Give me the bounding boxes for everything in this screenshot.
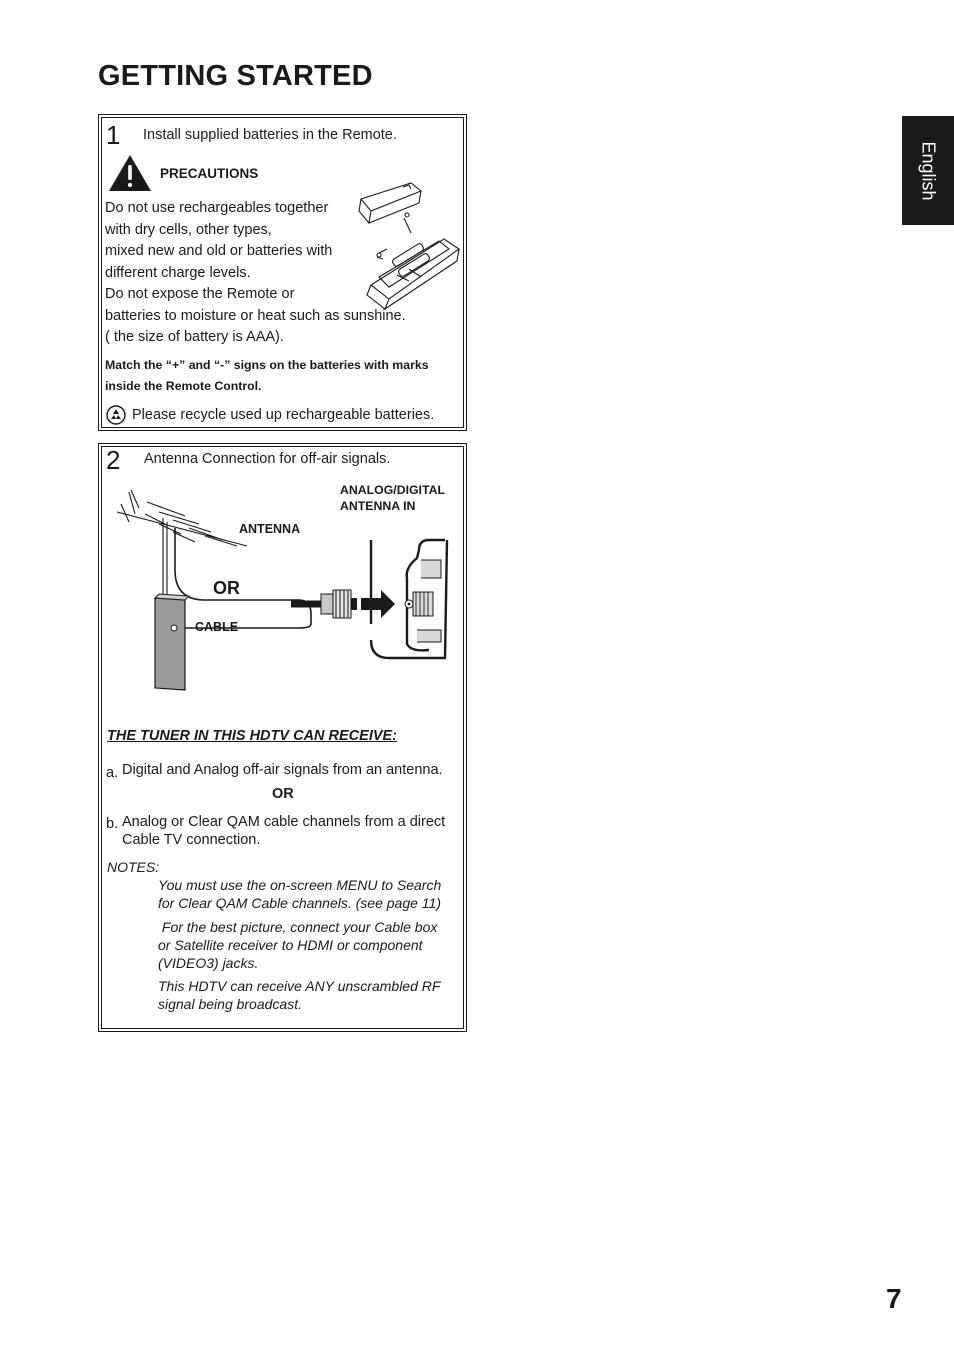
note-line: For the best picture, connect your Cable box [158, 919, 438, 935]
antenna-diagram [99, 474, 468, 674]
recycle-text: Please recycle used up rechargeable batteries. [132, 407, 435, 423]
precaution-line: ( the size of battery is AAA). [105, 329, 284, 345]
step2-panel [98, 443, 467, 1032]
note-line: signal being broadcast. [158, 996, 302, 1012]
note-item [158, 918, 437, 972]
precautions-heading: PRECAUTIONS [160, 166, 259, 181]
analog-digital-label-line2: ANTENNA IN [340, 499, 416, 513]
precaution-line: Do not use rechargeables together [105, 200, 329, 216]
item-a-text: Digital and Analog off-air signals from an antenna. [122, 762, 443, 778]
precaution-line: batteries to moisture or heat such as sunshine. [105, 307, 406, 324]
analog-digital-label-line1: ANALOG/DIGITAL [340, 483, 445, 497]
note-line: This HDTV can receive ANY unscrambled RF [158, 978, 441, 994]
note-line: or Satellite receiver to HDMI or component [158, 937, 423, 953]
step2-instruction: Antenna Connection for off-air signals. [144, 451, 391, 467]
note-line: for Clear QAM Cable channels. (see page 11) [158, 895, 441, 911]
note-item [158, 876, 441, 912]
diagram-or-label: OR [213, 578, 240, 598]
item-b-marker: b. [106, 816, 119, 832]
match-signs-text [105, 355, 429, 397]
precaution-line: different charge levels. [105, 264, 251, 281]
note-line: You must use the on-screen MENU to Search [158, 877, 442, 893]
receive-or-text: OR [272, 786, 294, 802]
cable-label: CABLE [195, 620, 239, 634]
note-item [158, 977, 440, 1013]
item-b-line: Analog or Clear QAM cable channels from a direct [122, 814, 446, 830]
page-number: 7 [886, 1283, 902, 1314]
warning-icon [108, 154, 152, 192]
item-b-text [122, 813, 445, 849]
item-a-marker: a. [106, 765, 119, 781]
f-connector [321, 590, 357, 618]
language-tab [902, 116, 954, 225]
analog-digital-label [340, 482, 445, 514]
recycle-icon [106, 405, 126, 425]
page-title: GETTING STARTED [98, 60, 373, 92]
step1-number: 1 [106, 120, 121, 150]
remote-battery-illustration [349, 177, 459, 307]
step1-panel [98, 114, 467, 431]
language-tab-label: English [918, 140, 939, 201]
step2-number: 2 [106, 445, 121, 475]
step1-instruction: Install supplied batteries in the Remote. [143, 127, 397, 143]
item-b-line: Cable TV connection. [122, 832, 261, 848]
match-line: Match the “+” and “-” signs on the batteries with marks [105, 358, 429, 372]
precaution-line: mixed new and old or batteries with [105, 243, 333, 259]
tuner-heading: THE TUNER IN THIS HDTV CAN RECEIVE: [107, 728, 398, 744]
precaution-line: with dry cells, other types, [105, 221, 272, 238]
note-line: (VIDEO3) jacks. [158, 955, 259, 971]
notes-label: NOTES: [107, 859, 160, 875]
antenna-label: ANTENNA [239, 522, 301, 536]
match-line: inside the Remote Control. [105, 379, 262, 393]
precaution-line: Do not expose the Remote or [105, 286, 295, 302]
